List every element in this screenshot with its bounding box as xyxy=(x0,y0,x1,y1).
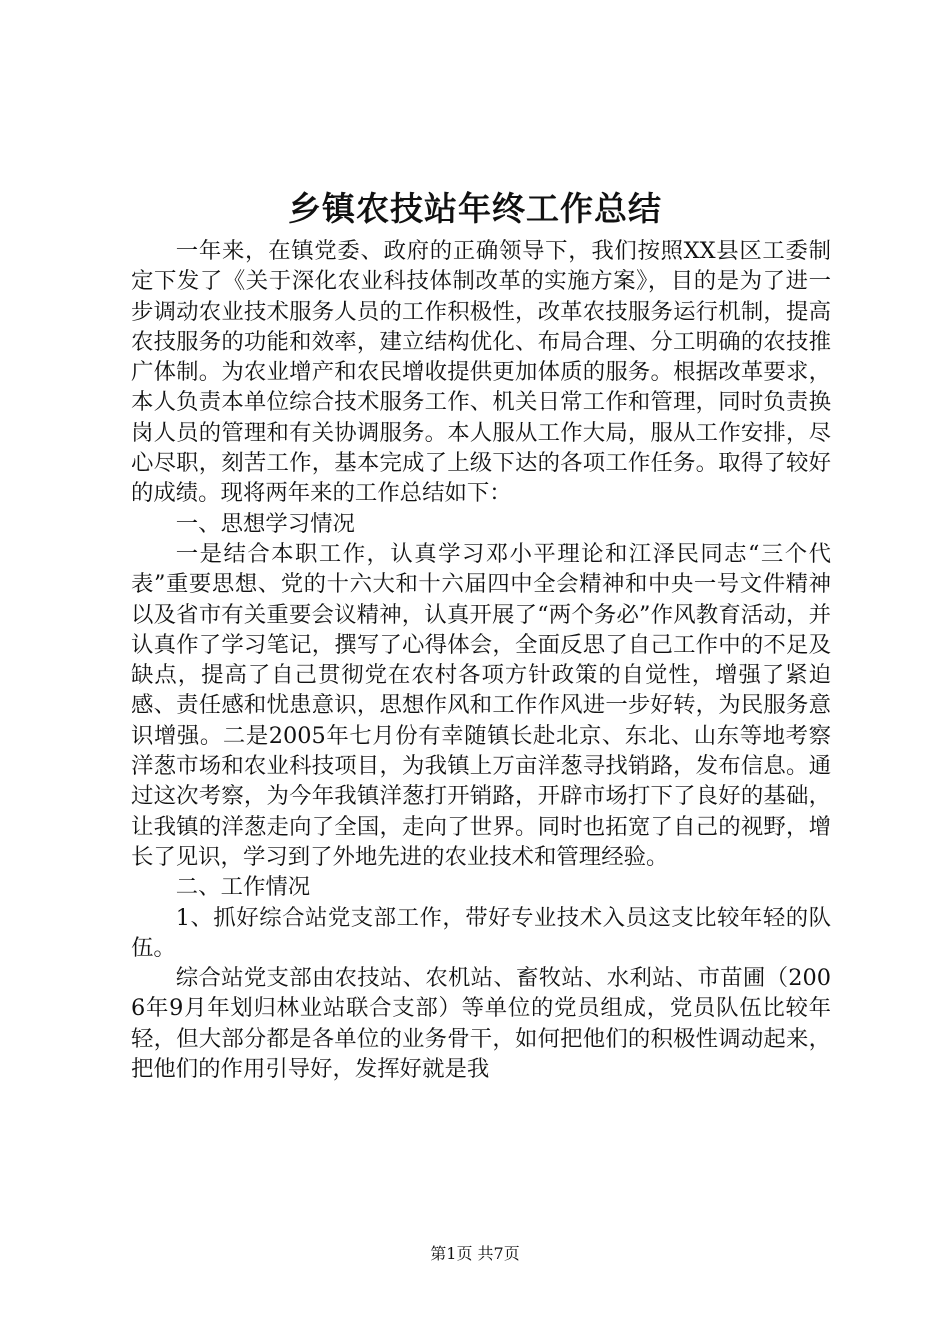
document-body xyxy=(131,236,831,1084)
section-heading-thought-study: 一、思想学习情况 xyxy=(175,510,355,537)
paragraph-work-item-1: 1、抓好综合站党支部工作，带好专业技术入员这支比较年轻的队伍。 xyxy=(131,904,831,961)
paragraph-intro: 一年来，在镇党委、政府的正确领导下，我们按照XX县区工委制定下发了《关于深化农业科技体制改革的实施方案》，目的是为了进一步调动农业技术服务人员的工作积极性，改革农技服务运行机制，提高农技服务的功能和效率，建立结构优化、布局合理、分工明确的农技推广体制。为农业增产和农民增收提供更加体质的服务。根据改革要求，本人负责本单位综合技术服务工作、机关日常工作和管理，同时负责换岗人员的管理和有关协调服务。本人服从工作大局，服从工作安排，尽心尽职，刻苦工作，基本完成了上级下达的各项工作任务。取得了较好的成绩。现将两年来的工作总结如下： xyxy=(131,238,831,507)
page-footer: 第1页 共7页 xyxy=(430,1244,520,1263)
paragraph-party-branch: 综合站党支部由农技站、农机站、畜牧站、水利站、市苗圃（2006年9月年划归林业站联合支部）等单位的党员组成，党员队伍比较年轻，但大部分都是各单位的业务骨干，如何把他们的积极性调动起来，把他们的作用引导好，发挥好就是我 xyxy=(131,965,831,1083)
paragraph-thought-study: 一是结合本职工作，认真学习邓小平理论和江泽民同志“三个代表”重要思想、党的十六大和十六届四中全会精神和中央一号文件精神以及省市有关重要会议精神，认真开展了“两个务必”作风教育活动，并认真作了学习笔记，撰写了心得体会，全面反思了自己工作中的不足及缺点，提高了自己贯彻党在农村各项方针政策的自觉性，增强了紧迫感、责任感和忧患意识，思想作风和工作作风进一步好转，为民服务意识增强。二是2005年七月份有幸随镇长赴北京、东北、山东等地考察洋葱市场和农业科技项目，为我镇上万亩洋葱寻找销路，发布信息。通过这次考察，为今年我镇洋葱打开销路，开辟市场打下了良好的基础，让我镇的洋葱走向了全国，走向了世界。同时也拓宽了自己的视野，增长了见识，学习到了外地先进的农业技术和管理经验。 xyxy=(131,540,831,870)
section-heading-work: 二、工作情况 xyxy=(175,874,311,901)
document-title: 乡镇农技站年终工作总结 xyxy=(288,189,662,228)
